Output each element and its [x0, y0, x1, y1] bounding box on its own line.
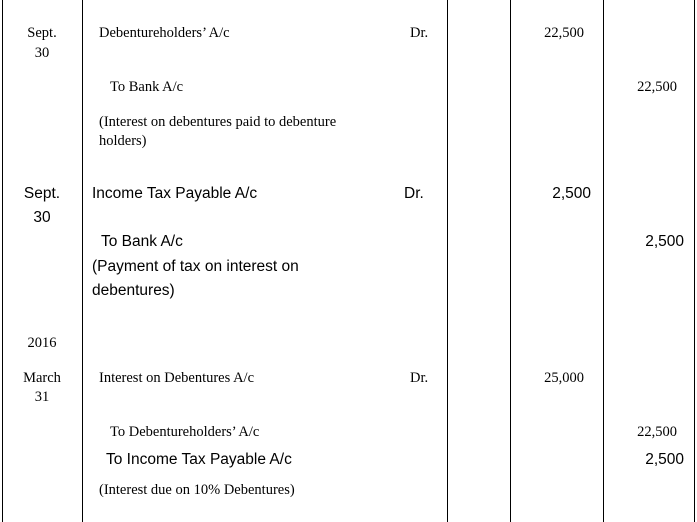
narration-line: holders) [99, 133, 147, 149]
credit-account: To Bank A/c [110, 79, 184, 95]
debit-amount: 25,000 [544, 370, 584, 386]
dr-marker: Dr. [404, 185, 424, 202]
entry-date-day: 30 [34, 45, 50, 61]
credit-account: To Bank A/c [101, 233, 183, 250]
credit-amount: 2,500 [645, 451, 684, 468]
column-rule-date [82, 0, 83, 522]
credit-account: To Debentureholders’ A/c [110, 424, 260, 440]
debit-amount: 22,500 [544, 25, 584, 41]
dr-marker: Dr. [410, 25, 429, 41]
dr-marker: Dr. [410, 370, 429, 386]
column-rule-left [2, 0, 3, 522]
credit-account: To Income Tax Payable A/c [106, 451, 292, 468]
debit-account: Interest on Debentures A/c [99, 370, 255, 386]
column-rule-lf [510, 0, 511, 522]
debit-account: Debentureholders’ A/c [99, 25, 230, 41]
narration-line: debentures) [92, 282, 175, 299]
entry-date-month: March [23, 370, 61, 386]
entry-date-month: Sept. [27, 25, 57, 41]
debit-account: Income Tax Payable A/c [92, 185, 258, 202]
column-rule-right [694, 0, 695, 522]
entry-year: 2016 [27, 335, 57, 351]
credit-amount: 22,500 [637, 424, 677, 440]
credit-amount: 22,500 [637, 79, 677, 95]
debit-amount: 2,500 [552, 185, 591, 202]
entry-date-month: Sept. [23, 185, 61, 202]
narration-line: (Interest due on 10% Debentures) [99, 482, 295, 498]
entry-date-day: 30 [33, 209, 51, 226]
narration-line: (Interest on debentures paid to debenture [99, 114, 337, 130]
entry-date-day: 31 [34, 389, 50, 405]
narration-line: (Payment of tax on interest on [92, 258, 299, 275]
column-rule-debit [603, 0, 604, 522]
credit-amount: 2,500 [645, 233, 684, 250]
column-rule-particulars [447, 0, 448, 522]
